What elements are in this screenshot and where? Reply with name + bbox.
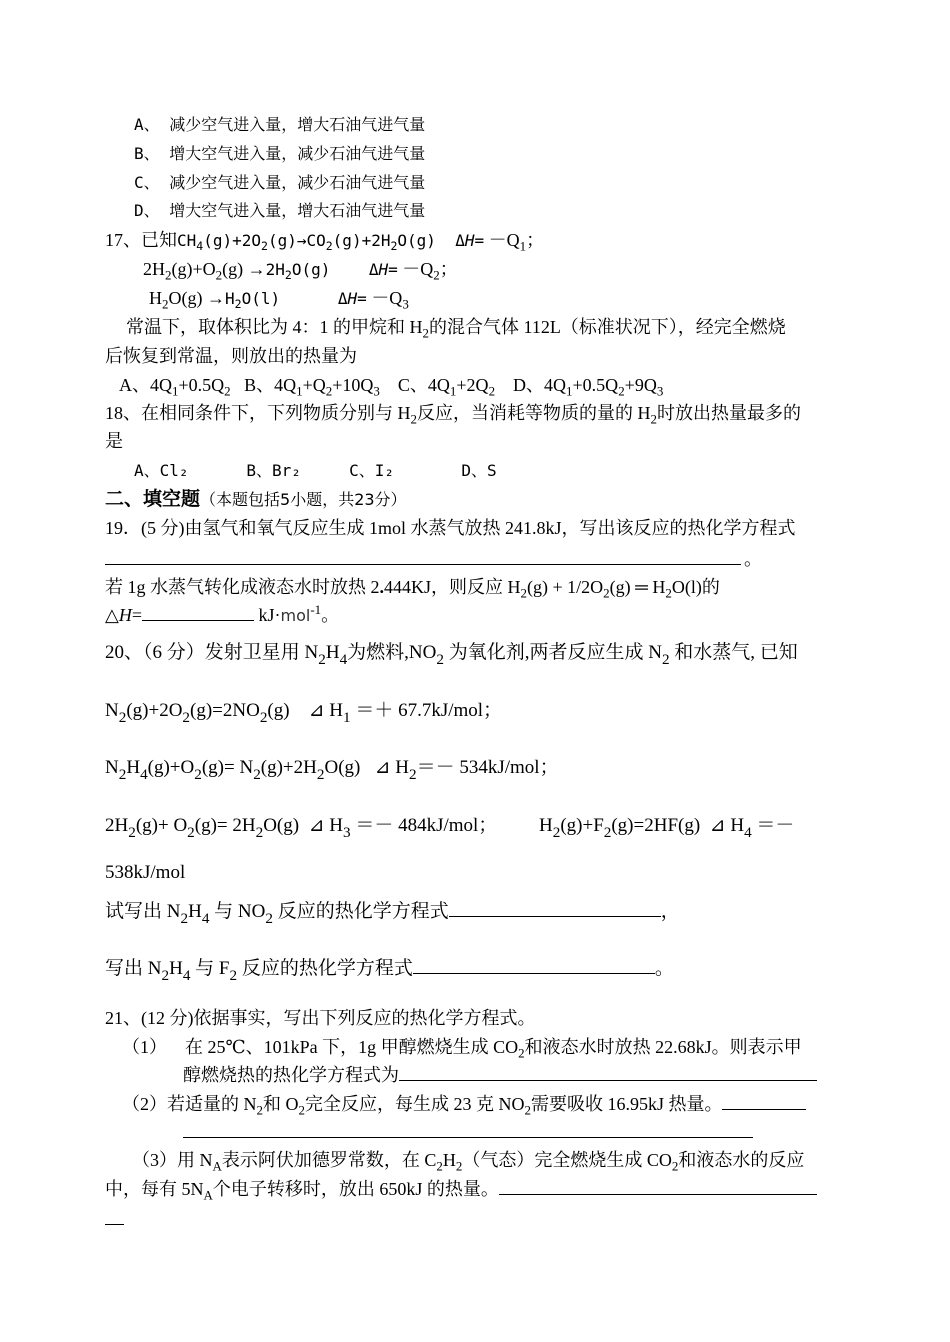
q21-part-3-line-1: （3）用 $N_A$表示阿伏加德罗常数，在 $C_2H_2$（气态）完全燃烧生成 $CO_2$和液态水的反应: [132, 1150, 805, 1174]
q20-ask-1-blank[interactable]: [449, 900, 661, 917]
q17-reaction-1: 17、已知$CH_4(g)+2O_2(g)\to CO_2(g)+2H_2O(g)$ $\Delta H= -Q_1$；: [105, 230, 545, 254]
q19-question: 19．(5 分)由氢气和氧气反应生成 1mol 水蒸气放热 241.8kJ，写出该反应的热化学方程式: [105, 518, 796, 538]
q16-option-b: B、 增大空气进入量，减少石油气进气量: [134, 144, 426, 163]
q20-ask-2: 写出 $N_2H_4$ 与 $F_2$ 反应的热化学方程式 。: [105, 958, 674, 984]
q21-part-2-blank-a[interactable]: [722, 1093, 806, 1110]
q20-equation-4-value: 538kJ/mol: [105, 862, 186, 883]
q21-part-1-blank[interactable]: [399, 1064, 817, 1081]
q20-ask-2-blank[interactable]: [413, 957, 655, 974]
q21-part-1-line-2: 醇燃烧热的热化学方程式为: [183, 1064, 817, 1086]
q21-title: 21、(12 分)依据事实，写出下列反应的热化学方程式。: [105, 1008, 536, 1028]
q20-equation-3: $2H_2(g)+ O_2(g)= 2H_2O(g)$ ⊿ $H_3 =- 484kJ/mol$；: [105, 815, 498, 841]
q20-equation-2: $N_2H_4(g)+O_2(g)= N_2(g)+2H_2O(g)$ ⊿ $H_2=- 534kJ/mol$；: [105, 757, 559, 783]
q16-option-d: D、 增大空气进入量，增大石油气进气量: [134, 201, 426, 220]
q19-period: 。: [744, 549, 762, 569]
q18-options: A、Cl₂ B、Br₂ C、I₂ D、S: [134, 461, 497, 480]
q18-question-line-2: 是: [105, 431, 123, 451]
q17-question-line-2: 后恢复到常温，则放出的热量为: [105, 346, 357, 366]
q19-line-2: 若 1g 水蒸气转化成液态水时放热 2.444KJ，则反应 $H_2(g) + 1/2O_2(g)$ ═ $H_2O(l)$的: [105, 577, 720, 601]
q16-option-c: C、 减少空气进入量，减少石油气进气量: [134, 173, 426, 192]
q19-dh-blank[interactable]: [142, 604, 254, 621]
q21-part-1-line-1: （1） 在 25℃、101kPa 下，1g 甲醇燃烧生成 $CO_2$和液态水时放热 22.68kJ。则表示甲: [122, 1037, 802, 1061]
q20-equation-4: $H_2(g)+F_2(g)=2HF(g)$ ⊿ $H_4$ ＝－: [539, 815, 795, 841]
q20-intro: 20、（6 分）发射卫星用 $N_2H_4$为燃料$,NO_2$ 为氧化剂,两者反应生成 $N_2$ 和水蒸气, 已知: [105, 642, 798, 668]
q21-part-3-blank[interactable]: [499, 1178, 817, 1195]
q17-question-line-1: 常温下，取体积比为 4：1 的甲烷和 $H_2$的混合气体 112L（标准状况下），经完全燃烧: [126, 317, 786, 341]
q17-reaction-3: $H_2O(g) \to H_2O(l)$ $\Delta H= -Q_3$: [149, 288, 409, 312]
q20-equation-1: $N_2(g)+2O_2(g)=2NO_2(g)$ ⊿ $H_1 =+ 67.7kJ/mol$；: [105, 700, 503, 726]
q21-part-3-line-2: 中，每有 $5N_A$个电子转移时，放出 650kJ 的热量。: [105, 1178, 817, 1200]
q17-options: A、$4Q_1+0.5Q_2$ B、$4Q_1+Q_2+10Q_3$ C、$4Q_1+2Q_2$ D、$4Q_1+0.5Q_2+9Q_3$: [119, 375, 664, 399]
q20-ask-1: 试写出 $N_2H_4$ 与 $NO_2$ 反应的热化学方程式 ，: [105, 901, 680, 927]
q16-option-a: A、 减少空气进入量，增大石油气进气量: [134, 115, 426, 134]
q19-dh-line: △H= kJ·mol$^{-1}$。: [105, 602, 340, 625]
q18-question-line-1: 18、在相同条件下，下列物质分别与 $H_2$反应，当消耗等物质的量的 $H_2$时放出热量最多的: [105, 403, 801, 427]
section-2-heading: 二、填空题（本题包括5小题，共23分）: [105, 488, 407, 510]
q21-part-3-blank-cont[interactable]: [105, 1224, 124, 1225]
q21-part-2: （2）若适量的 $N_2$和 $O_2$完全反应，每生成 23 克 $NO_2$需要吸收 16.95kJ 热量。: [122, 1093, 806, 1115]
q19-answer-line[interactable]: [105, 564, 741, 565]
q17-reaction-2: $2H_2(g)+O_2(g) \to 2H_2O(g)$ $\Delta H= -Q_2$；: [143, 259, 458, 283]
q21-part-2-blank-b[interactable]: [183, 1137, 753, 1138]
